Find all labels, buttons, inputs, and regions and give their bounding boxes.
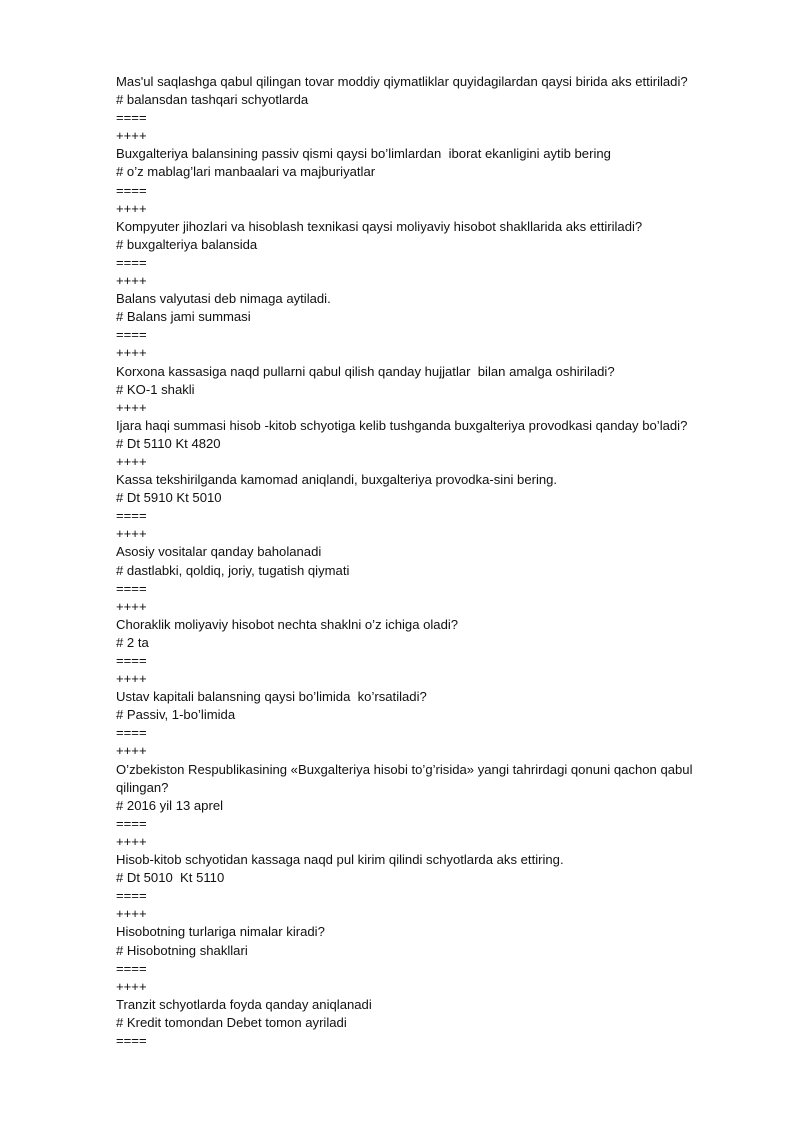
text-line: ++++	[116, 200, 147, 216]
text-line: ++++	[116, 671, 147, 687]
text-line: ====	[116, 182, 147, 198]
text-line: # Hisobotning shakllari	[116, 942, 248, 958]
text-line: ====	[116, 653, 147, 668]
text-line: # o’z mablag’lari manbaalari va majburiyatlar	[116, 164, 376, 180]
text-line: ====	[116, 110, 147, 126]
text-line: ====	[116, 960, 147, 976]
text-line: ++++	[116, 906, 147, 922]
document-page	[116, 73, 726, 1050]
text-line: ++++	[116, 345, 147, 361]
text-line: Hisobotning turlariga nimalar kiradi?	[116, 924, 325, 940]
text-line: # Dt 5110 Kt 4820	[116, 435, 221, 451]
text-line: # buxgalteriya balansida	[116, 236, 258, 252]
text-line: ++++	[116, 978, 147, 994]
text-line: ====	[116, 888, 147, 904]
text-line: ====	[116, 725, 147, 741]
text-line: # Balans jami summasi	[116, 309, 251, 325]
text-line: # 2 ta	[116, 634, 149, 650]
text-line: Kompyuter jihozlari va hisoblash texnikasi qaysi moliyaviy hisobot shakllarida aks ettiriladi?	[116, 218, 643, 234]
text-line: Ijara haqi summasi hisob -kitob schyotiga kelib tushganda buxgalteriya provodkasi qanday bo’ladi?	[116, 417, 688, 433]
text-line: ====	[116, 815, 147, 831]
text-line: ====	[116, 254, 147, 270]
text-line: ++++	[116, 399, 147, 415]
text-line: Choraklik moliyaviy hisobot nechta shaklni o’z ichiga oladi?	[116, 616, 459, 632]
text-line: ====	[116, 508, 147, 524]
text-line: Asosiy vositalar qanday baholanadi	[116, 544, 322, 560]
text-line: Kassa tekshirilganda kamomad aniqlandi, buxgalteriya provodka-sini bering.	[116, 472, 558, 488]
text-line: ++++	[116, 743, 147, 759]
text-line: # 2016 yil 13 aprel	[116, 797, 224, 813]
text-line: # KO-1 shakli	[116, 381, 195, 397]
text-line: ====	[116, 327, 147, 343]
text-line: # Passiv, 1-bo’limida	[116, 707, 236, 723]
text-line: Balans valyutasi deb nimaga aytiladi.	[116, 291, 331, 307]
text-line: ++++	[116, 453, 147, 469]
text-line: # Kredit tomondan Debet tomon ayriladi	[116, 1014, 347, 1030]
text-line: ++++	[116, 128, 147, 144]
text-line: ++++	[116, 833, 147, 849]
text-line: Tranzit schyotlarda foyda qanday aniqlanadi	[116, 996, 372, 1012]
text-line: Ustav kapitali balansning qaysi bo’limida ko’rsatiladi?	[116, 689, 427, 705]
text-line: Buxgalteriya balansining passiv qismi qaysi bo’limlardan iborat ekanligini aytib bering	[116, 146, 611, 162]
text-line: Mas'ul saqlashga qabul qilingan tovar moddiy qiymatliklar quyidagilardan qaysi birida aks ettiriladi?	[116, 74, 688, 89]
text-line: # balansdan tashqari schyotlarda	[116, 92, 309, 108]
text-line: # dastlabki, qoldiq, joriy, tugatish qiymati	[116, 562, 350, 578]
text-line: O’zbekiston Respublikasining «Buxgalteriya hisobi to’g’risida» yangi tahrirdagi qonuni qachon qabul qilingan?	[116, 761, 697, 795]
text-line: Korxona kassasiga naqd pullarni qabul qilish qanday hujjatlar bilan amalga oshiriladi?	[116, 363, 615, 379]
text-line: # Dt 5010 Kt 5110	[116, 870, 225, 886]
text-line: ====	[116, 580, 147, 596]
text-line: ++++	[116, 598, 147, 614]
text-line: ++++	[116, 526, 147, 542]
text-line: # Dt 5910 Kt 5010	[116, 490, 222, 506]
text-line: ++++	[116, 273, 147, 289]
text-line: Hisob-kitob schyotidan kassaga naqd pul kirim qilindi schyotlarda aks ettiring.	[116, 852, 564, 868]
text-line: ====	[116, 1032, 147, 1048]
